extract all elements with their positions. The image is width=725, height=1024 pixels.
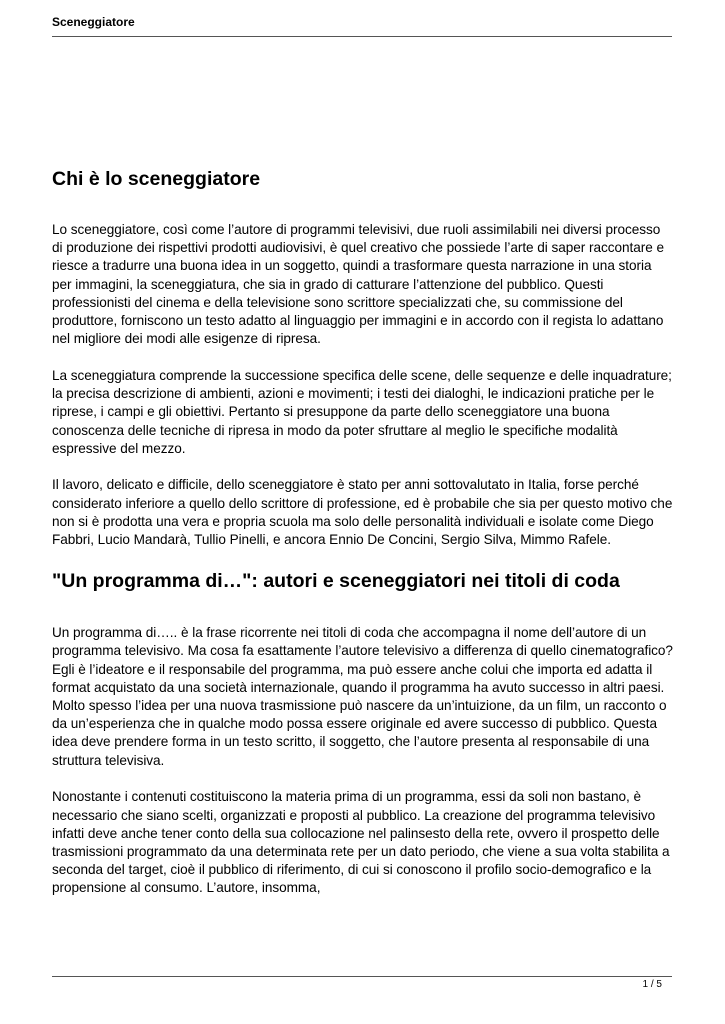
paragraph: Il lavoro, delicato e difficile, dello sceneggiatore è stato per anni sottovalutato in Italia, forse perché considerato inferiore a quello dello scrittore di professione, ed è probabile che sia per questo motivo che non si è prodotta una vera e propria scuola ma solo delle personalità individuali e isolate come Diego Fabbri, Lucio Mandarà, Tullio Pinelli, e ancora Ennio De Concini, Sergio Silva, Mimmo Rafele. bbox=[52, 477, 673, 548]
page-header bbox=[52, 14, 672, 37]
section-heading: "Un programma di…": autori e sceneggiatori nei titoli di coda bbox=[52, 570, 620, 593]
document-body bbox=[52, 166, 674, 898]
page-footer bbox=[52, 976, 672, 990]
page-number: 1 / 5 bbox=[642, 979, 662, 990]
paragraph: Un programma di….. è la frase ricorrente nei titoli di coda che accompagna il nome dell’autore di un programma televisivo. Ma cosa fa esattamente l’autore televisivo a differenza di quello cinematografico? Egli è l’ideatore e il responsabile del programma, ma può essere anche colui che importa ed adatta il format acquistato da una società internazionale, quando il programma ha avuto successo in altri paesi. Molto spesso l’idea per una nuova trasmissione può nascere da un’intuizione, da un film, un racconto o da un’esperienza che in qualche modo possa essere originale ed avere successo di pubblico. Questa idea deve prendere forma in un testo scritto, il soggetto, che l’autore presenta al responsabile di una struttura televisiva. bbox=[52, 625, 673, 768]
paragraph: Nonostante i contenuti costituiscono la materia prima di un programma, essi da soli non bastano, è necessario che siano scelti, organizzati e proposti al pubblico. La creazione del programma televisivo infatti deve anche tener conto della sua collocazione nel palinsesto della rete, ovvero il prospetto delle trasmissioni programmato da una determinata rete per un dato periodo, che viene a sua volta stabilita a seconda del target, cioè il pubblico di riferimento, di cui si conoscono il profilo socio-demografico e la propensione al consumo. L’autore, insomma, bbox=[52, 789, 670, 896]
paragraph: La sceneggiatura comprende la successione specifica delle scene, delle sequenze e delle inquadrature; la precisa descrizione di ambienti, azioni e movimenti; i testi dei dialoghi, le indicazioni pratiche per le riprese, i campi e gli obiettivi. Pertanto si presuppone da parte dello sceneggiatore una buona conoscenza delle tecniche di ripresa in modo da poter sfruttare al meglio le specifiche modalità espressive del mezzo. bbox=[52, 367, 672, 456]
running-title: Sceneggiatore bbox=[52, 15, 135, 29]
section-heading: Chi è lo sceneggiatore bbox=[52, 168, 261, 190]
paragraph: Lo sceneggiatore, così come l’autore di programmi televisivi, due ruoli assimilabili nei diversi processo di produzione dei rispettivi prodotti audiovisivi, è quel creativo che possiede l’arte di saper raccontare e riesce a tradurre una buona idea in un soggetto, quindi a trasformare questa narrazione in una storia per immagini, la sceneggiatura, che sia in grado di catturare l’attenzione del pubblico. Questi professionisti del cinema e della televisione sono scrittore specializzati che, su commissione del produttore, forniscono un testo adatto al linguaggio per immagini e in accordo con il regista lo adattano nel migliore dei modi alle esigenze di ripresa. bbox=[52, 222, 664, 347]
